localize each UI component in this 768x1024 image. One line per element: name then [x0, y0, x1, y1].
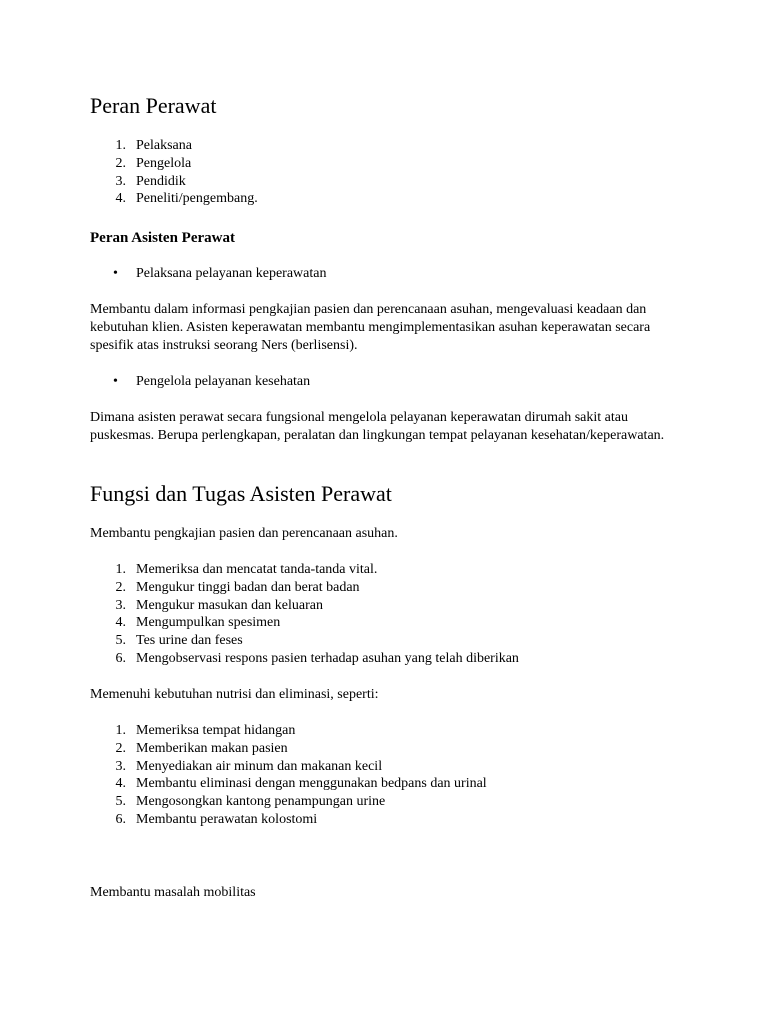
document-page: Peran Perawat 1. Pelaksana 2. Pengelola 3. Pendidik 4. Peneliti/pengembang. Peran Asisten Perawat • Pelaksana pelayanan keperawatan Membantu dalam informasi pengkajian pasien dan perencanaan asuhan, mengevaluasi keadaan dan kebutuhan klien. Asisten keperawatan membantu mengimplementasikan asuhan keperawatan secara spesifik atas instruksi seorang Ners (berlisensi). • Pengelola pelayanan kesehatan Dimana asisten perawat secara fungsional mengelola pelayanan keperawatan dirumah sakit atau puskesmas. Berupa perlengkapan, peralatan dan lingkungan tempat pelayanan kesehatan/keperawatan. Fungsi dan Tugas Asisten Perawat Membantu pengkajian pasien dan perencanaan asuhan. 1. Memeriksa dan mencatat tanda-tanda vital. 2. Mengukur tinggi badan dan berat badan 3. Mengukur masukan dan keluaran 4. Mengumpulkan spesimen 5. Tes urine dan feses 6. Mengobservasi respons pasien terhadap asuhan yang telah diberikan Memenuhi kebutuhan nutrisi dan eliminasi, seperti: 1. Memeriksa tempat hidangan 2. Memberikan makan pasien 3. Menyediakan air minum dan makanan kecil 4. Membantu eliminasi dengan menggunakan bedpans dan urinal 5. Mengosongkan kantong penampungan urine 6. Membantu perawatan kolostomi Membantu masalah mobilitas — [0, 0, 768, 1024]
heading-peran-perawat: Peran Perawat — [90, 93, 217, 118]
paragraph-mobilitas: Membantu masalah mobilitas — [90, 885, 256, 900]
paragraph-intro-nutrisi: Memenuhi kebutuhan nutrisi dan eliminasi, seperti: — [90, 687, 379, 702]
paragraph-intro-pengkajian: Membantu pengkajian pasien dan perencanaan asuhan. — [90, 526, 398, 541]
bullet-icon: • — [113, 374, 118, 389]
heading-peran-asisten-perawat: Peran Asisten Perawat — [90, 230, 235, 246]
heading-fungsi-tugas: Fungsi dan Tugas Asisten Perawat — [90, 481, 392, 506]
paragraph-pengelola: Dimana asisten perawat secara fungsional mengelola pelayanan keperawatan dirumah sakit atau puskesmas. Berupa perlengkapan, peralatan dan lingkungan tempat pelayanan kesehatan/keperawatan. — [90, 410, 665, 443]
bullet-icon: • — [113, 266, 118, 281]
paragraph-pelaksana: Membantu dalam informasi pengkajian pasien dan perencanaan asuhan, mengevaluasi keadaan dan kebutuhan klien. Asisten keperawatan membantu mengimplementasikan asuhan keperawatan secara spesifik atas instruksi seorang Ners (berlisensi). — [90, 302, 651, 353]
